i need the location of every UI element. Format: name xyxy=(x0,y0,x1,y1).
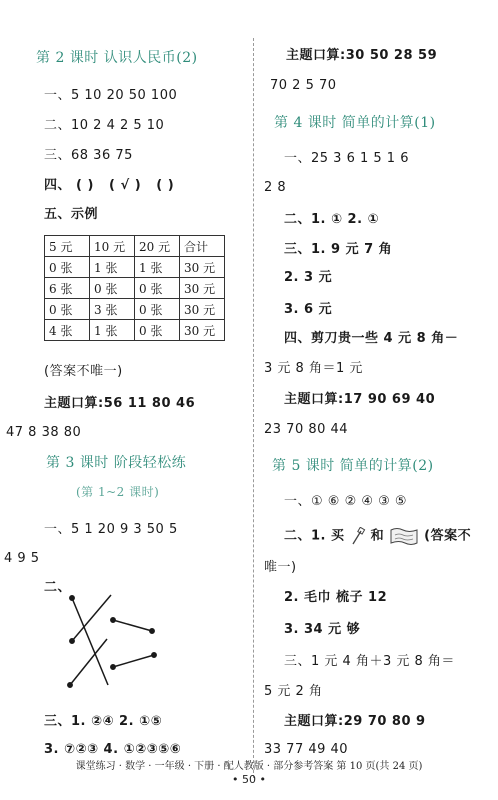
table-row xyxy=(45,299,225,320)
oral-calc-line-6: 33 77 49 40 xyxy=(264,742,349,757)
lesson-4-title: 第 4 课时 简单的计算(1) xyxy=(274,115,436,131)
l5-q1-answer: 一、① ⑥ ② ④ ③ ⑤ xyxy=(284,494,408,509)
l2-q4-slot-3: ( ) xyxy=(156,178,175,193)
matching-lines-diagram xyxy=(60,585,170,695)
table-cell: 0 张 xyxy=(90,278,135,299)
l5-q2-answer-2: 2. 毛巾 梳子 12 xyxy=(284,590,388,605)
lesson-2-title: 第 2 课时 认识人民币(2) xyxy=(36,50,198,66)
l5-q2-prefix: 二、1. 买 xyxy=(284,528,345,544)
table-cell: 3 张 xyxy=(90,299,135,320)
lesson-3-subtitle: (第 1~2 课时) xyxy=(76,485,160,499)
l4-q4-answer-line-1: 四、剪刀贵一些 4 元 8 角－ xyxy=(284,331,459,346)
table-cell: 0 张 xyxy=(135,278,180,299)
match-dot xyxy=(111,618,115,622)
table-header-cell: 20 元 xyxy=(135,236,180,257)
match-dot xyxy=(70,596,74,600)
oral-calc-line-2: 47 8 38 80 xyxy=(6,425,82,440)
match-dot xyxy=(150,629,154,633)
l5-q2-answer-line-1 xyxy=(284,526,471,546)
oral-calc-line-4: 23 70 80 44 xyxy=(264,422,349,437)
table-cell: 30 元 xyxy=(180,278,225,299)
l3-q1-answer-line-2: 4 9 5 xyxy=(4,551,40,566)
l2-q4-slot-2: ( √ ) xyxy=(109,178,142,193)
table-cell: 30 元 xyxy=(180,320,225,341)
table-header-row xyxy=(45,236,225,257)
l4-q1-answer-line-1: 一、25 3 6 1 5 1 6 xyxy=(284,151,409,166)
match-line xyxy=(72,595,111,641)
l5-q3-answer-line-1: 三、1 元 4 角＋3 元 8 角＝ xyxy=(284,654,455,669)
table-cell: 0 张 xyxy=(45,257,90,278)
l3-q1-answer-line-1: 一、5 1 20 9 3 50 5 xyxy=(44,522,178,537)
l5-q2-suffix: (答案不 xyxy=(424,528,472,544)
toothbrush-icon xyxy=(350,527,366,545)
table-cell: 0 张 xyxy=(45,299,90,320)
table-header-cell: 10 元 xyxy=(90,236,135,257)
l2-q2-answer: 二、10 2 4 2 5 10 xyxy=(44,118,165,133)
table-cell: 0 张 xyxy=(135,320,180,341)
l3-q3-answer-line-2: 3. ⑦②③ 4. ①②③⑤⑥ xyxy=(44,742,182,757)
table-header-cell: 合计 xyxy=(180,236,225,257)
table-cell: 30 元 xyxy=(180,257,225,278)
l2-q4-slot-1: ( ) xyxy=(76,178,94,193)
lesson-5-title: 第 5 课时 简单的计算(2) xyxy=(272,458,434,474)
l3-q2-label: 二、 xyxy=(44,580,72,595)
table-row xyxy=(45,320,225,341)
match-dot xyxy=(152,653,156,657)
match-dot xyxy=(70,639,74,643)
table-cell: 1 张 xyxy=(135,257,180,278)
oral-calc-line-1: 主题口算:30 50 28 59 xyxy=(286,48,438,63)
match-dot xyxy=(111,665,115,669)
table-cell: 0 张 xyxy=(135,299,180,320)
l4-q3-answer-1: 三、1. 9 元 7 角 xyxy=(284,242,393,257)
l4-q2-answer: 二、1. ① 2. ① xyxy=(284,212,380,227)
page-number: • 50 • xyxy=(232,773,266,786)
oral-calc-line-5: 主题口算:29 70 80 9 xyxy=(284,714,426,729)
l2-q5-label: 五、示例 xyxy=(44,207,99,222)
match-line xyxy=(113,620,152,631)
l5-q2-answer-line-2: 唯一) xyxy=(264,560,297,575)
l5-q3-answer-line-2: 5 元 2 角 xyxy=(264,684,323,699)
table-cell: 1 张 xyxy=(90,257,135,278)
l2-q3-answer: 三、68 36 75 xyxy=(44,148,133,163)
page-footer: 课堂练习 · 数学 · 一年级 · 下册 · 配人教版 · 部分参考答案 第 10 页(共 24 页) xyxy=(75,761,423,772)
l4-q3-answer-3: 3. 6 元 xyxy=(284,302,333,317)
l2-q4-prefix: 四、 xyxy=(44,178,72,193)
towel-icon xyxy=(389,526,419,546)
l4-q1-answer-line-2: 2 8 xyxy=(264,180,287,195)
table-cell: 1 张 xyxy=(90,320,135,341)
match-dot xyxy=(68,683,72,687)
table-cell: 6 张 xyxy=(45,278,90,299)
l4-q3-answer-2: 2. 3 元 xyxy=(284,270,333,285)
match-line xyxy=(113,655,154,667)
lesson-3-title: 第 3 课时 阶段轻松练 xyxy=(46,455,187,471)
oral-calc-line-3: 主题口算:17 90 69 40 xyxy=(284,392,436,407)
l4-q4-answer-line-2: 3 元 8 角＝1 元 xyxy=(264,361,363,376)
answer-not-unique-note: (答案不唯一) xyxy=(44,364,123,379)
oral-calc-line-2: 70 2 5 70 xyxy=(270,78,337,93)
table-cell: 30 元 xyxy=(180,299,225,320)
table-row xyxy=(45,257,225,278)
table-cell: 4 张 xyxy=(45,320,90,341)
l3-q3-answer-line-1: 三、1. ②④ 2. ①⑤ xyxy=(44,714,163,729)
l2-q1-answer: 一、5 10 20 50 100 xyxy=(44,88,178,103)
column-divider xyxy=(253,38,254,778)
l5-q2-answer-3: 3. 34 元 够 xyxy=(284,622,361,637)
match-line xyxy=(70,639,107,685)
l2-q4-answer xyxy=(44,178,174,194)
money-combination-table xyxy=(44,235,225,341)
oral-calc-line-1: 主题口算:56 11 80 46 xyxy=(44,396,196,411)
table-header-cell: 5 元 xyxy=(45,236,90,257)
l5-q2-mid: 和 xyxy=(370,528,385,544)
match-line xyxy=(72,598,108,685)
table-row xyxy=(45,278,225,299)
